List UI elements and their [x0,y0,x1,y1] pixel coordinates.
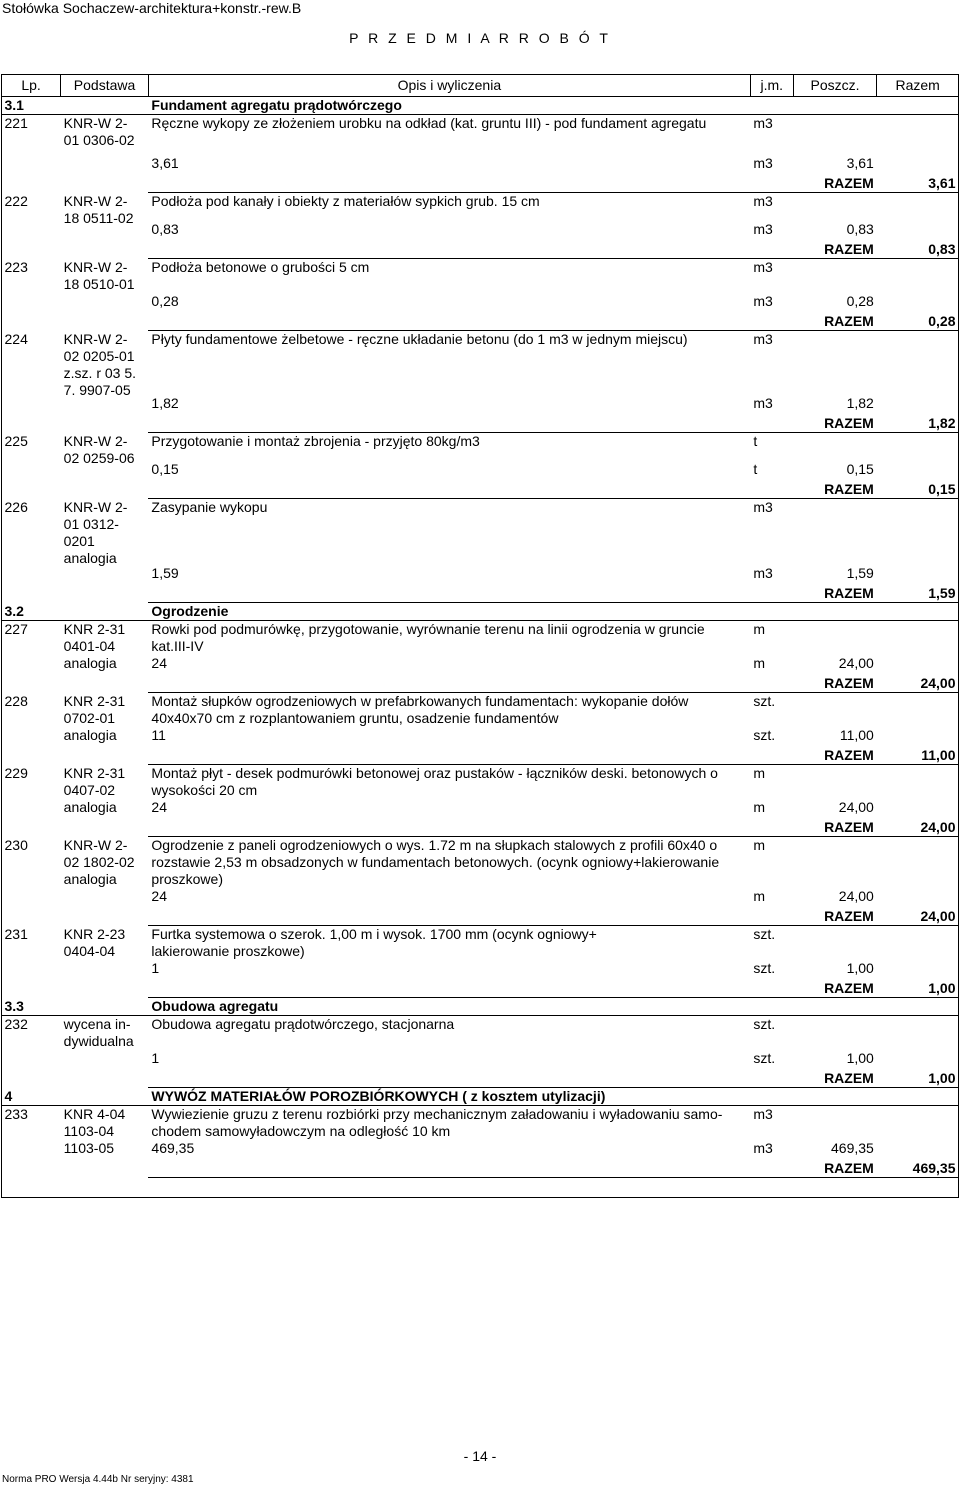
section-basis [61,998,149,1016]
basis-line: KNR 4-04 [63,1106,126,1122]
item-unit: m3 [753,193,773,209]
total-value: 469,35 [877,1160,959,1178]
calculation-unit: m3 [753,221,773,237]
total-spacer [750,1160,793,1178]
total-value: 1,00 [877,1070,959,1088]
item-lp: 231 [4,925,28,942]
item-unit: t [753,433,758,449]
basis-line: KNR-W 2- [63,192,128,209]
item-razem-empty [877,499,959,566]
calculation-empty [877,1140,959,1160]
description-line: Montaż słupków ogrodzeniowych w prefabrkowanych fundamentach: wykopanie dołów [151,693,689,709]
basis-line: 1103-04 [63,1123,115,1139]
item-lp: 229 [4,764,28,781]
item-lp: 226 [4,498,28,515]
item-basis [61,433,149,499]
total-spacer [148,1160,750,1178]
description-line: Montaż płyt - desek podmurówki betonowej oraz pustaków - łączników deski. betonowych o [151,765,718,781]
basis-line: dywidualna [63,1033,134,1049]
basis-line: analogia [63,726,117,743]
calculation-expression: 0,15 [151,461,179,477]
item-lp: 232 [4,1016,28,1032]
document-title: P R Z E D M I A R R O B Ó T [349,30,611,46]
calculation-value: 0,28 [846,293,874,309]
calculation-value: 11,00 [839,727,874,743]
total-spacer [148,175,750,193]
calculation-value: 24,00 [838,655,874,671]
total-spacer [750,585,793,603]
item-poszcz-empty [793,765,877,800]
item-basis [61,837,149,926]
calculation-empty [877,461,959,481]
basis-line: 0401-04 [63,638,116,654]
total-spacer [148,747,750,765]
total-spacer [148,1070,750,1088]
calculation-empty [877,960,959,980]
basis-line: analogia [63,870,117,887]
total-spacer [750,908,793,926]
total-label: RAZEM [793,175,877,193]
item-poszcz-empty [793,331,877,396]
basis-line: 0404-04 [63,942,116,959]
basis-line: 02 1802-02 [63,853,135,870]
calculation-unit: m [753,655,766,671]
item-lp: 225 [4,432,28,449]
calculation-empty [877,155,959,175]
item-basis [61,331,149,433]
column-header-razem: Razem [877,75,959,97]
item-poszcz-empty [793,259,877,294]
item-unit: m [753,837,766,853]
calculation-expression: 1,59 [151,565,179,581]
basis-line: 01 0306-02 [63,132,135,148]
description-line: lakierowanie proszkowe) [151,943,305,959]
table-header-row [2,75,959,97]
estimate-table [1,74,959,1178]
item-description [148,765,750,800]
calculation-empty [877,395,959,415]
calculation-value: 3,61 [846,155,874,171]
basis-line: KNR 2-23 [63,925,126,942]
calculation-expression: 11 [151,727,166,743]
item-row [2,433,959,462]
item-razem-empty [877,259,959,294]
item-poszcz-empty [793,1016,877,1051]
item-description [148,837,750,889]
total-label: RAZEM [793,241,877,259]
item-razem-empty [877,693,959,728]
item-description [148,926,750,961]
basis-line: 18 0510-01 [63,275,135,292]
section-title: WYWÓZ MATERIAŁÓW POROZBIÓRKOWYCH ( z kosztem utylizacji) [148,1088,958,1106]
item-description [148,331,750,396]
item-unit: m [753,621,766,637]
total-label: RAZEM [793,585,877,603]
item-description [148,115,750,156]
total-spacer [750,481,793,499]
item-description [148,259,750,294]
basis-line: 0407-02 [63,781,116,798]
calculation-empty [877,727,959,747]
description-line: Ogrodzenie z paneli ogrodzeniowych o wys. 1.72 m na słupkach stalowych z profili 60x40 o [151,837,718,853]
total-label: RAZEM [793,819,877,837]
total-value: 24,00 [877,908,959,926]
item-row [2,259,959,294]
calculation-expression: 24 [151,888,167,904]
calculation-expression: 0,28 [151,293,179,309]
total-value: 24,00 [877,675,959,693]
basis-line: KNR 2-31 [63,764,126,781]
description-line: Podłoża pod kanały i obiekty z materiałów sypkich grub. 15 cm [151,193,540,209]
item-row [2,621,959,656]
calculation-value: 469,35 [831,1140,874,1156]
description-line: 40x40x70 cm z rozplantowaniem gruntu, osadzenie fundamentów [151,710,559,726]
calculation-empty [877,565,959,585]
calculation-unit: m3 [753,155,773,171]
total-spacer [750,675,793,693]
total-spacer [148,481,750,499]
item-razem-empty [877,765,959,800]
item-row [2,693,959,728]
description-line: Podłoża betonowe o grubości 5 cm [151,259,370,275]
description-line: wysokości 20 cm [151,782,258,798]
total-label: RAZEM [793,908,877,926]
total-spacer [148,980,750,998]
total-spacer [750,980,793,998]
description-line: rozstawie 2,53 m obsadzonych w fundamentach betonowych. (ocynk ogniowy+lakierowanie [151,854,720,870]
total-label: RAZEM [793,481,877,499]
item-poszcz-empty [793,115,877,156]
calculation-value: 0,83 [846,221,874,237]
total-spacer [148,415,750,433]
calculation-empty [877,888,959,908]
calculation-expression: 1,82 [151,395,179,411]
calculation-empty [877,655,959,675]
item-lp: 222 [4,192,28,209]
calculation-unit: m [753,799,766,815]
item-description [148,499,750,566]
item-razem-empty [877,1106,959,1141]
basis-line: KNR-W 2- [63,330,128,347]
total-spacer [750,241,793,259]
basis-line: KNR 2-31 [63,692,126,709]
item-lp: 233 [4,1106,28,1122]
calculation-unit: szt. [753,727,776,743]
basis-line: 18 0511-02 [63,209,134,226]
section-title: Ogrodzenie [148,603,958,621]
item-unit: m3 [753,331,773,347]
total-spacer [750,1070,793,1088]
item-razem-empty [877,115,959,156]
description-line: Rowki pod podmurówkę, przygotowanie, wyrównanie terenu na linii ogrodzenia w gruncie [151,621,705,637]
description-line: chodem samowyładowczym na odległość 10 km [151,1123,451,1139]
item-basis [61,1016,149,1088]
total-value: 1,59 [877,585,959,603]
page-number: - 14 - [463,1448,497,1464]
section-lp: 3.1 [2,97,61,115]
basis-line: KNR-W 2- [63,836,128,853]
item-razem-empty [877,837,959,889]
calculation-unit: t [753,461,758,477]
item-razem-empty [877,193,959,222]
total-spacer [148,313,750,331]
description-line: Zasypanie wykopu [151,499,268,515]
total-spacer [750,175,793,193]
item-poszcz-empty [793,433,877,462]
total-spacer [750,313,793,331]
total-value: 0,15 [877,481,959,499]
item-row [2,1106,959,1141]
item-basis [61,259,149,331]
total-value: 3,61 [877,175,959,193]
basis-line: 01 0312- [63,515,119,532]
software-footer: Norma PRO Wersja 4.44b Nr seryjny: 4381 [2,1474,194,1485]
basis-line: wycena in- [63,1016,131,1032]
document-header-title: Stołówka Sochaczew-architektura+konstr.-rew.B [2,0,302,16]
basis-line: 7. 9907-05 [63,381,131,398]
column-header-poszcz: Poszcz. [793,75,877,97]
calculation-expression: 24 [151,655,167,671]
item-lp: 221 [4,115,28,131]
basis-line: KNR-W 2- [63,115,128,131]
item-basis [61,115,149,193]
section-row [2,603,959,621]
item-row [2,837,959,889]
estimate-table-body [2,75,959,1178]
total-label: RAZEM [793,747,877,765]
item-description [148,1016,750,1051]
basis-line: analogia [63,655,117,671]
calculation-empty [877,293,959,313]
basis-line: 02 0259-06 [63,449,135,466]
total-spacer [148,241,750,259]
total-value: 24,00 [877,819,959,837]
calculation-value: 1,82 [846,395,874,411]
total-spacer [750,747,793,765]
calculation-value: 24,00 [838,799,874,815]
item-razem-empty [877,331,959,396]
calculation-expression: 3,61 [151,155,179,171]
item-basis [61,499,149,603]
item-basis [61,1106,149,1178]
section-basis [61,1088,149,1106]
calculation-expression: 0,83 [151,221,179,237]
description-line: Wywiezienie gruzu z terenu rozbiórki przy mechanicznym załadowaniu i wyładowaniu samo- [151,1106,723,1122]
item-row [2,115,959,156]
item-unit: szt. [753,1016,776,1032]
calculation-expression: 469,35 [151,1140,195,1156]
basis-line: KNR-W 2- [63,498,128,515]
total-spacer [750,415,793,433]
item-basis [61,193,149,259]
item-row [2,1016,959,1051]
calculation-empty [877,1050,959,1070]
description-line: Przygotowanie i montaż zbrojenia - przyjęto 80kg/m3 [151,433,480,449]
column-header-lp: Lp. [2,75,61,97]
description-line: kat.III-IV [151,638,204,654]
item-row [2,193,959,222]
item-row [2,926,959,961]
basis-line: z.sz. r 03 5. [63,364,137,381]
calculation-unit: m3 [753,565,773,581]
item-razem-empty [877,1016,959,1051]
item-description [148,433,750,462]
item-razem-empty [877,926,959,961]
basis-line: KNR 2-31 [63,621,126,637]
description-line: Płyty fundamentowe żelbetowe - ręczne układanie betonu (do 1 m3 w jednym miejscu) [151,331,688,347]
basis-line: 0702-01 [63,709,116,726]
basis-line: KNR-W 2- [63,432,128,449]
item-description [148,193,750,222]
item-lp: 228 [4,692,28,709]
total-spacer [148,585,750,603]
item-basis [61,926,149,998]
total-spacer [148,819,750,837]
item-lp: 224 [4,330,28,347]
item-poszcz-empty [793,621,877,656]
section-row [2,998,959,1016]
item-basis [61,621,149,693]
section-title: Fundament agregatu prądotwórczego [148,97,958,115]
item-unit: szt. [753,926,776,942]
total-value: 1,82 [877,415,959,433]
item-razem-empty [877,433,959,462]
total-label: RAZEM [793,675,877,693]
section-basis [61,97,149,115]
calculation-expression: 1 [151,1050,160,1066]
calculation-value: 1,00 [846,960,874,976]
item-poszcz-empty [793,499,877,566]
calculation-expression: 24 [151,799,167,815]
calculation-unit: m3 [753,395,773,411]
item-description [148,621,750,656]
item-basis [61,765,149,837]
calculation-unit: m [753,888,766,904]
item-poszcz-empty [793,837,877,889]
basis-line: 1103-05 [63,1140,115,1156]
section-lp: 4 [2,1088,61,1106]
item-row [2,499,959,566]
item-poszcz-empty [793,693,877,728]
item-lp: 223 [4,258,28,275]
description-line: Furtka systemowa o szerok. 1,00 m i wysok. 1700 mm (ocynk ogniowy+ [151,926,597,942]
calculation-value: 0,15 [846,461,874,477]
section-lp: 3.2 [2,603,61,621]
total-spacer [148,908,750,926]
column-header-opis: Opis i wyliczenia [148,75,750,97]
total-value: 0,28 [877,313,959,331]
item-row [2,331,959,396]
calculation-empty [877,799,959,819]
item-poszcz-empty [793,193,877,222]
item-lp: 230 [4,836,28,853]
basis-line: 0201 [63,532,95,549]
column-header-jm: j.m. [750,75,793,97]
calculation-unit: szt. [753,960,776,976]
calculation-empty [877,221,959,241]
calculation-unit: m3 [753,293,773,309]
total-value: 0,83 [877,241,959,259]
total-label: RAZEM [793,1070,877,1088]
basis-line: KNR-W 2- [63,258,128,275]
item-unit: m3 [753,259,773,275]
section-lp: 3.3 [2,998,61,1016]
calculation-expression: 1 [151,960,160,976]
total-value: 1,00 [877,980,959,998]
calculation-unit: m3 [753,1140,773,1156]
total-label: RAZEM [793,1160,877,1178]
description-line: Obudowa agregatu prądotwórczego, stacjonarna [151,1016,455,1032]
item-unit: m3 [753,115,773,131]
item-unit: szt. [753,693,776,709]
item-unit: m3 [753,1106,773,1122]
section-basis [61,603,149,621]
item-poszcz-empty [793,1106,877,1141]
calculation-unit: szt. [753,1050,776,1066]
calculation-value: 1,59 [846,565,874,581]
item-unit: m3 [753,499,773,515]
description-line: Ręczne wykopy ze złożeniem urobku na odkład (kat. gruntu III) - pod fundament agregatu [151,115,707,131]
item-description [148,693,750,728]
item-razem-empty [877,621,959,656]
total-spacer [148,675,750,693]
description-line: proszkowe) [151,871,223,887]
section-row [2,97,959,115]
item-lp: 227 [4,621,28,637]
basis-line: analogia [63,798,117,815]
item-basis [61,693,149,765]
item-poszcz-empty [793,926,877,961]
column-header-podstawa: Podstawa [61,75,149,97]
total-label: RAZEM [793,313,877,331]
basis-line: 02 0205-01 [63,347,135,364]
total-value: 11,00 [877,747,959,765]
total-label: RAZEM [793,415,877,433]
total-label: RAZEM [793,980,877,998]
item-description [148,1106,750,1141]
section-row [2,1088,959,1106]
calculation-value: 24,00 [838,888,874,904]
total-spacer [750,819,793,837]
item-unit: m [753,765,766,781]
item-row [2,765,959,800]
basis-line: analogia [63,549,117,566]
calculation-value: 1,00 [846,1050,874,1066]
section-title: Obudowa agregatu [148,998,958,1016]
